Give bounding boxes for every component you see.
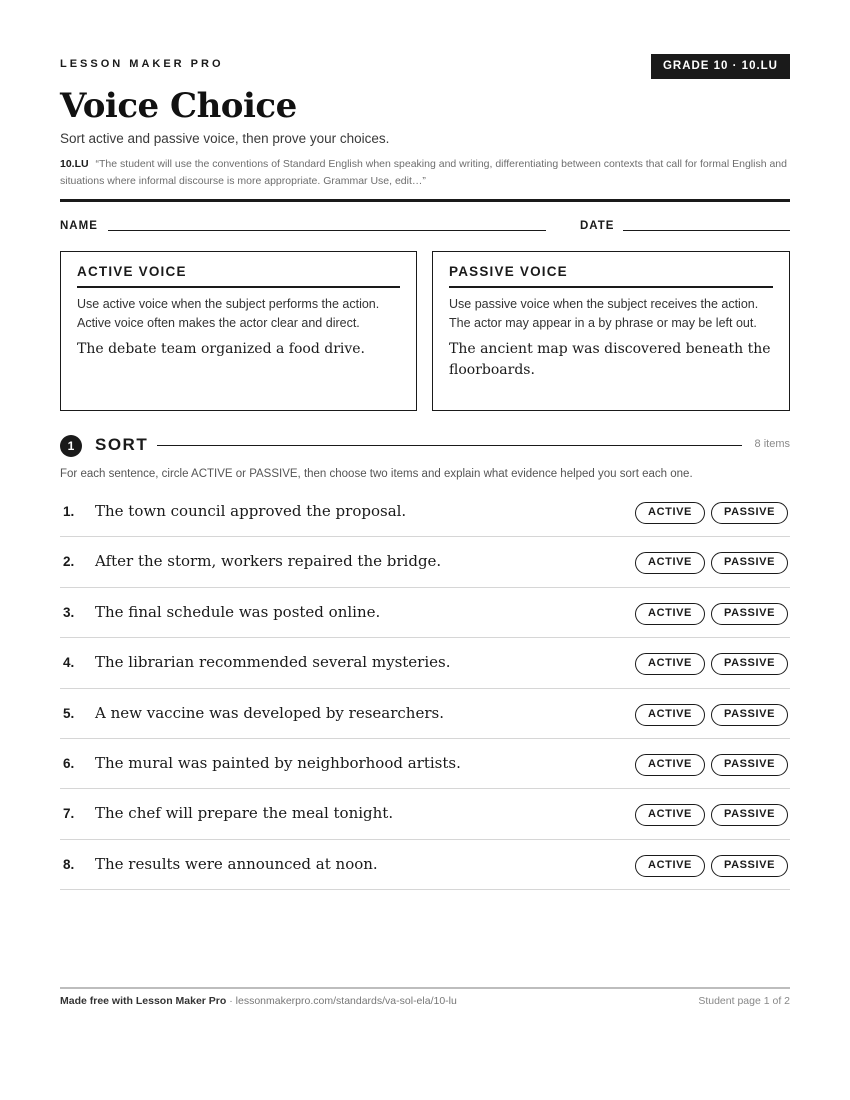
sort-item-list (60, 487, 790, 890)
passive-choice-button[interactable]: PASSIVE (711, 653, 788, 675)
active-choice-button[interactable]: ACTIVE (635, 502, 705, 524)
header-divider (60, 199, 790, 202)
item-number: 8. (63, 856, 75, 872)
passive-choice-button[interactable]: PASSIVE (711, 804, 788, 826)
standard-text: “The student will use the conventions of Standard English when speaking and writing, differentiating between contexts that call for formal English and situations where informal discourse is more appropriate. Grammar Use, edit…” (60, 158, 787, 187)
passive-voice-example: The ancient map was discovered beneath the floorboards. (449, 341, 771, 378)
sort-instructions: For each sentence, circle ACTIVE or PASSIVE, then choose two items and explain what evidence helped you sort each one. (60, 468, 693, 480)
item-number: 2. (63, 554, 75, 570)
item-count: 8 items (754, 438, 790, 450)
footer-divider (60, 987, 790, 989)
item-number: 4. (63, 655, 75, 671)
footer (60, 995, 790, 1007)
sort-item (60, 739, 790, 789)
name-line[interactable] (108, 230, 546, 231)
item-sentence: The librarian recommended several mysteries. (95, 653, 451, 672)
page-title: Voice Choice (60, 86, 297, 126)
passive-voice-heading: PASSIVE VOICE (449, 264, 773, 288)
item-sentence: The town council approved the proposal. (95, 502, 407, 520)
passive-voice-box (432, 251, 790, 411)
active-voice-example: The debate team organized a food drive. (77, 341, 366, 357)
sort-item (60, 588, 790, 638)
passive-choice-button[interactable]: PASSIVE (711, 603, 788, 625)
item-number: 3. (63, 604, 75, 620)
sort-section-header (60, 434, 790, 458)
item-sentence: The results were announced at noon. (95, 854, 378, 873)
item-sentence: A new vaccine was developed by researchers. (95, 703, 444, 722)
sort-item (60, 789, 790, 839)
passive-choice-button[interactable]: PASSIVE (711, 552, 788, 574)
active-choice-button[interactable]: ACTIVE (635, 704, 705, 726)
standard-citation (60, 156, 790, 189)
date-line[interactable] (623, 230, 790, 231)
grade-badge: GRADE 10 · 10.LU (651, 54, 790, 79)
item-sentence: The final schedule was posted online. (95, 602, 381, 621)
name-label: NAME (60, 220, 98, 232)
brand-name: LESSON MAKER PRO (60, 58, 224, 70)
active-choice-button[interactable]: ACTIVE (635, 603, 705, 625)
page-subtitle: Sort active and passive voice, then prove your choices. (60, 131, 390, 146)
section-divider (157, 445, 742, 446)
footer-url[interactable]: lessonmakerpro.com/standards/va-sol-ela/10-lu (235, 995, 457, 1007)
active-choice-button[interactable]: ACTIVE (635, 552, 705, 574)
page-number: Student page 1 of 2 (698, 995, 790, 1007)
active-voice-box (60, 251, 417, 411)
item-number: 7. (63, 806, 75, 822)
item-sentence: The chef will prepare the meal tonight. (95, 804, 394, 823)
active-voice-description: Use active voice when the subject performs the action. Active voice often makes the actor clear and direct. (77, 297, 380, 330)
active-choice-button[interactable]: ACTIVE (635, 754, 705, 776)
item-number: 1. (63, 504, 75, 519)
section-number-badge: 1 (60, 435, 82, 457)
active-voice-heading: ACTIVE VOICE (77, 264, 400, 288)
sort-item (60, 537, 790, 587)
passive-choice-button[interactable]: PASSIVE (711, 704, 788, 726)
sort-item (60, 487, 790, 537)
worksheet-page (60, 0, 790, 1100)
passive-choice-button[interactable]: PASSIVE (711, 855, 788, 877)
sort-item (60, 689, 790, 739)
sort-item (60, 840, 790, 890)
sort-item (60, 638, 790, 688)
passive-voice-description: Use passive voice when the subject receives the action. The actor may appear in a by phrase or may be left out. (449, 297, 759, 330)
active-choice-button[interactable]: ACTIVE (635, 855, 705, 877)
section-title: SORT (95, 435, 149, 454)
item-sentence: The mural was painted by neighborhood artists. (95, 753, 461, 772)
item-number: 5. (63, 705, 75, 721)
passive-choice-button[interactable]: PASSIVE (711, 754, 788, 776)
footer-separator: · (226, 995, 236, 1007)
item-number: 6. (63, 755, 75, 771)
active-choice-button[interactable]: ACTIVE (635, 804, 705, 826)
active-choice-button[interactable]: ACTIVE (635, 653, 705, 675)
footer-made-with: Made free with Lesson Maker Pro (60, 995, 227, 1007)
passive-choice-button[interactable]: PASSIVE (711, 502, 788, 524)
standard-code: 10.LU (60, 158, 89, 170)
item-sentence: After the storm, workers repaired the bridge. (95, 552, 442, 571)
name-date-row (60, 219, 790, 235)
date-label: DATE (580, 220, 615, 232)
